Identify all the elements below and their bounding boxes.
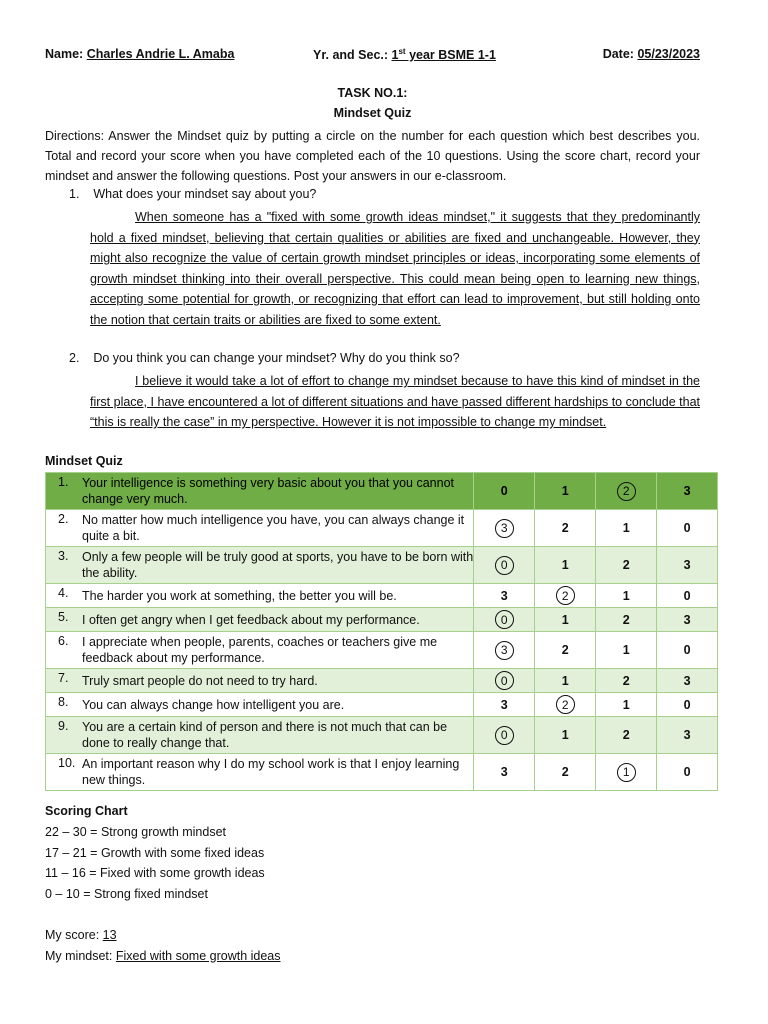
score-value: 1	[561, 612, 569, 627]
circled-score: 1	[617, 763, 636, 782]
circled-score: 3	[495, 519, 514, 538]
quiz-row	[46, 754, 718, 791]
score-value: 3	[683, 558, 691, 572]
quiz-statement	[46, 754, 474, 791]
score-value: 2	[622, 673, 630, 688]
score-option-cell[interactable]	[657, 632, 718, 669]
statement-text: You are a certain kind of person and there is not much that can be done to really change that.	[82, 720, 448, 750]
score-value: 0	[683, 521, 691, 535]
mindset-value: Fixed with some growth ideas	[115, 948, 281, 963]
circled-score: 2	[556, 586, 575, 605]
score-option-cell[interactable]	[596, 693, 657, 717]
circled-score: 2	[556, 695, 575, 714]
score-option-cell[interactable]	[657, 608, 718, 632]
statement-text: I appreciate when people, parents, coaches or teachers give me feedback about my performance.	[82, 635, 438, 665]
question-number: 1.	[69, 187, 80, 201]
quiz-row	[46, 717, 718, 754]
question-number: 2.	[69, 351, 80, 365]
score-option-cell[interactable]	[657, 717, 718, 754]
scoring-line: 17 – 21 = Growth with some fixed ideas	[45, 845, 265, 860]
statement-number: 5.	[58, 610, 69, 624]
circled-score: 0	[495, 671, 514, 690]
quiz-row	[46, 693, 718, 717]
statement-text: I often get angry when I get feedback about my performance.	[82, 612, 420, 627]
score-value: 2	[622, 728, 630, 742]
answer-text: When someone has a "fixed with some growth ideas mindset," it suggests that they predominantly hold a fixed mindset, believing that certain qualities or abilities are fixed and unchangeable. However, they might also recognize the value of certain growth mindset principles or ideas, incorporating some elements of growth mindset thinking into their overall perspective. This could mean being open to learning new things, accepting some potential for growth, or recognizing that effort can lead to improvement, but still holding onto the notion that certain traits or abilities are fixed to some extent.	[90, 210, 700, 327]
circled-score: 2	[617, 482, 636, 501]
statement-number: 10.	[58, 756, 76, 770]
quiz-row	[46, 473, 718, 510]
statement-number: 4.	[58, 586, 69, 600]
score-value: 2	[561, 765, 569, 779]
quiz-row	[46, 584, 718, 608]
score-option-cell[interactable]	[474, 632, 535, 669]
score-value: 1	[622, 643, 630, 657]
statement-number: 8.	[58, 695, 69, 709]
quiz-row	[46, 510, 718, 547]
question-text: What does your mindset say about you?	[93, 187, 317, 201]
score-option-cell[interactable]	[474, 547, 535, 584]
scoring-chart-title: Scoring Chart	[45, 804, 128, 818]
quiz-statement	[46, 510, 474, 547]
score-option-cell[interactable]	[535, 717, 596, 754]
statement-number: 1.	[58, 475, 69, 489]
score-option-cell[interactable]	[535, 632, 596, 669]
score-value: 3	[683, 728, 691, 742]
score-option-cell[interactable]	[596, 584, 657, 608]
quiz-row	[46, 608, 718, 632]
answer-text: I believe it would take a lot of effort to change my mindset because to have this kind of mindset in the first place, I have encountered a lot of different situations and have passed different hardships to conclude that “this is really the case” in my perspective. However it is not impossible to change my mindset.	[90, 374, 700, 429]
score-value: 3	[500, 765, 508, 779]
score-option-cell[interactable]	[596, 669, 657, 693]
score-option-cell[interactable]	[657, 754, 718, 791]
score-option-cell[interactable]	[596, 608, 657, 632]
score-value: 1	[561, 673, 569, 688]
quiz-statement	[46, 632, 474, 669]
score-option-cell[interactable]	[474, 584, 535, 608]
score-option-cell[interactable]	[535, 510, 596, 547]
quiz-statement	[46, 547, 474, 584]
circled-score: 0	[495, 610, 514, 629]
question-2	[69, 351, 460, 365]
scoring-chart	[45, 822, 265, 904]
scoring-line: 11 – 16 = Fixed with some growth ideas	[45, 866, 265, 880]
statement-text: Truly smart people do not need to try hard.	[82, 673, 318, 688]
result-block	[45, 925, 281, 966]
mindset-label: My mindset:	[45, 948, 116, 963]
score-option-cell[interactable]	[474, 473, 535, 510]
scoring-line: 0 – 10 = Strong fixed mindset	[45, 886, 208, 901]
score-label: My score:	[45, 928, 103, 942]
score-value: 0	[683, 643, 691, 657]
score-option-cell[interactable]	[535, 547, 596, 584]
year-section-field	[313, 47, 496, 62]
question-text: Do you think you can change your mindset? Why do you think so?	[93, 351, 460, 365]
score-value: 1	[561, 728, 569, 742]
question-1	[69, 187, 316, 201]
score-value: 3	[683, 612, 691, 627]
score-option-cell[interactable]	[596, 632, 657, 669]
score-option-cell[interactable]	[657, 547, 718, 584]
statement-number: 2.	[58, 512, 69, 526]
directions-paragraph: Directions: Answer the Mindset quiz by putting a circle on the number for each question which best describes you. Total and record your score when you have completed each of the 10 questions. Using the score chart, record your mindset and answer the following questions. Post your answers in our e-classroom.	[45, 129, 700, 183]
my-mindset-line	[45, 946, 281, 967]
quiz-row	[46, 547, 718, 584]
statement-text: Your intelligence is something very basic about you that you cannot change very much.	[82, 476, 454, 506]
score-value: 3	[500, 588, 508, 603]
circled-score: 0	[495, 556, 514, 575]
quiz-statement	[46, 717, 474, 754]
circled-score: 3	[495, 641, 514, 660]
circled-score: 0	[495, 726, 514, 745]
answer-2	[90, 371, 700, 433]
table-title: Mindset Quiz	[45, 454, 123, 468]
score-option-cell[interactable]	[474, 693, 535, 717]
year-value: 1st year BSME 1-1	[391, 47, 496, 63]
quiz-statement	[46, 608, 474, 632]
score-option-cell[interactable]	[474, 608, 535, 632]
score-option-cell[interactable]	[474, 510, 535, 547]
answer-1	[90, 207, 700, 330]
statement-text: The harder you work at something, the better you will be.	[82, 588, 397, 603]
quiz-statement	[46, 693, 474, 717]
score-value: 2	[622, 612, 630, 627]
score-value: 2	[561, 521, 569, 535]
score-option-cell[interactable]	[596, 717, 657, 754]
score-option-cell[interactable]	[535, 754, 596, 791]
score-option-cell[interactable]	[657, 584, 718, 608]
score-value: 3	[500, 697, 508, 712]
scoring-line: 22 – 30 = Strong growth mindset	[45, 825, 227, 839]
score-option-cell[interactable]	[657, 693, 718, 717]
quiz-statement	[46, 669, 474, 693]
name-label: Name:	[45, 47, 84, 61]
name-field	[45, 47, 234, 61]
score-option-cell[interactable]	[596, 547, 657, 584]
statement-text: You can always change how intelligent you are.	[82, 697, 345, 712]
score-value: 13	[102, 928, 117, 942]
my-score-line	[45, 925, 281, 946]
statement-text: An important reason why I do my school work is that I enjoy learning new things.	[82, 757, 460, 787]
score-value: 0	[500, 484, 508, 498]
score-option-cell[interactable]	[474, 669, 535, 693]
statement-number: 6.	[58, 634, 69, 648]
score-value: 0	[683, 765, 691, 779]
name-value: Charles Andrie L. Amaba	[86, 47, 235, 61]
score-option-cell[interactable]	[657, 473, 718, 510]
score-option-cell[interactable]	[535, 669, 596, 693]
score-option-cell[interactable]	[596, 510, 657, 547]
score-option-cell[interactable]	[535, 584, 596, 608]
score-option-cell[interactable]	[474, 717, 535, 754]
statement-number: 9.	[58, 719, 69, 733]
score-option-cell[interactable]	[535, 693, 596, 717]
score-option-cell[interactable]	[657, 510, 718, 547]
score-option-cell[interactable]	[474, 754, 535, 791]
score-value: 1	[622, 588, 630, 603]
score-value: 1	[561, 484, 569, 498]
date-field	[603, 47, 700, 61]
date-value: 05/23/2023	[637, 47, 700, 61]
score-value: 3	[683, 484, 691, 498]
quiz-statement	[46, 584, 474, 608]
score-value: 0	[683, 697, 691, 712]
statement-number: 7.	[58, 671, 69, 685]
quiz-statement	[46, 473, 474, 510]
quiz-row	[46, 669, 718, 693]
mindset-quiz-table	[45, 472, 718, 791]
score-option-cell[interactable]	[596, 754, 657, 791]
score-value: 1	[622, 521, 630, 535]
task-title: TASK NO.1:	[337, 86, 408, 100]
score-value: 2	[561, 643, 569, 657]
score-option-cell[interactable]	[535, 608, 596, 632]
score-option-cell[interactable]	[596, 473, 657, 510]
score-value: 1	[561, 558, 569, 572]
statement-text: Only a few people will be truly good at sports, you have to be born with the ability.	[82, 550, 474, 580]
statement-text: No matter how much intelligence you have, you can always change it quite a bit.	[82, 513, 465, 543]
score-option-cell[interactable]	[657, 669, 718, 693]
score-value: 0	[683, 588, 691, 603]
score-option-cell[interactable]	[535, 473, 596, 510]
quiz-title: Mindset Quiz	[333, 106, 412, 120]
score-value: 2	[622, 558, 630, 572]
date-label: Date:	[602, 47, 634, 61]
quiz-row	[46, 632, 718, 669]
statement-number: 3.	[58, 549, 69, 563]
score-value: 1	[622, 697, 630, 712]
year-label: Yr. and Sec.:	[313, 48, 389, 63]
score-value: 3	[683, 673, 691, 688]
